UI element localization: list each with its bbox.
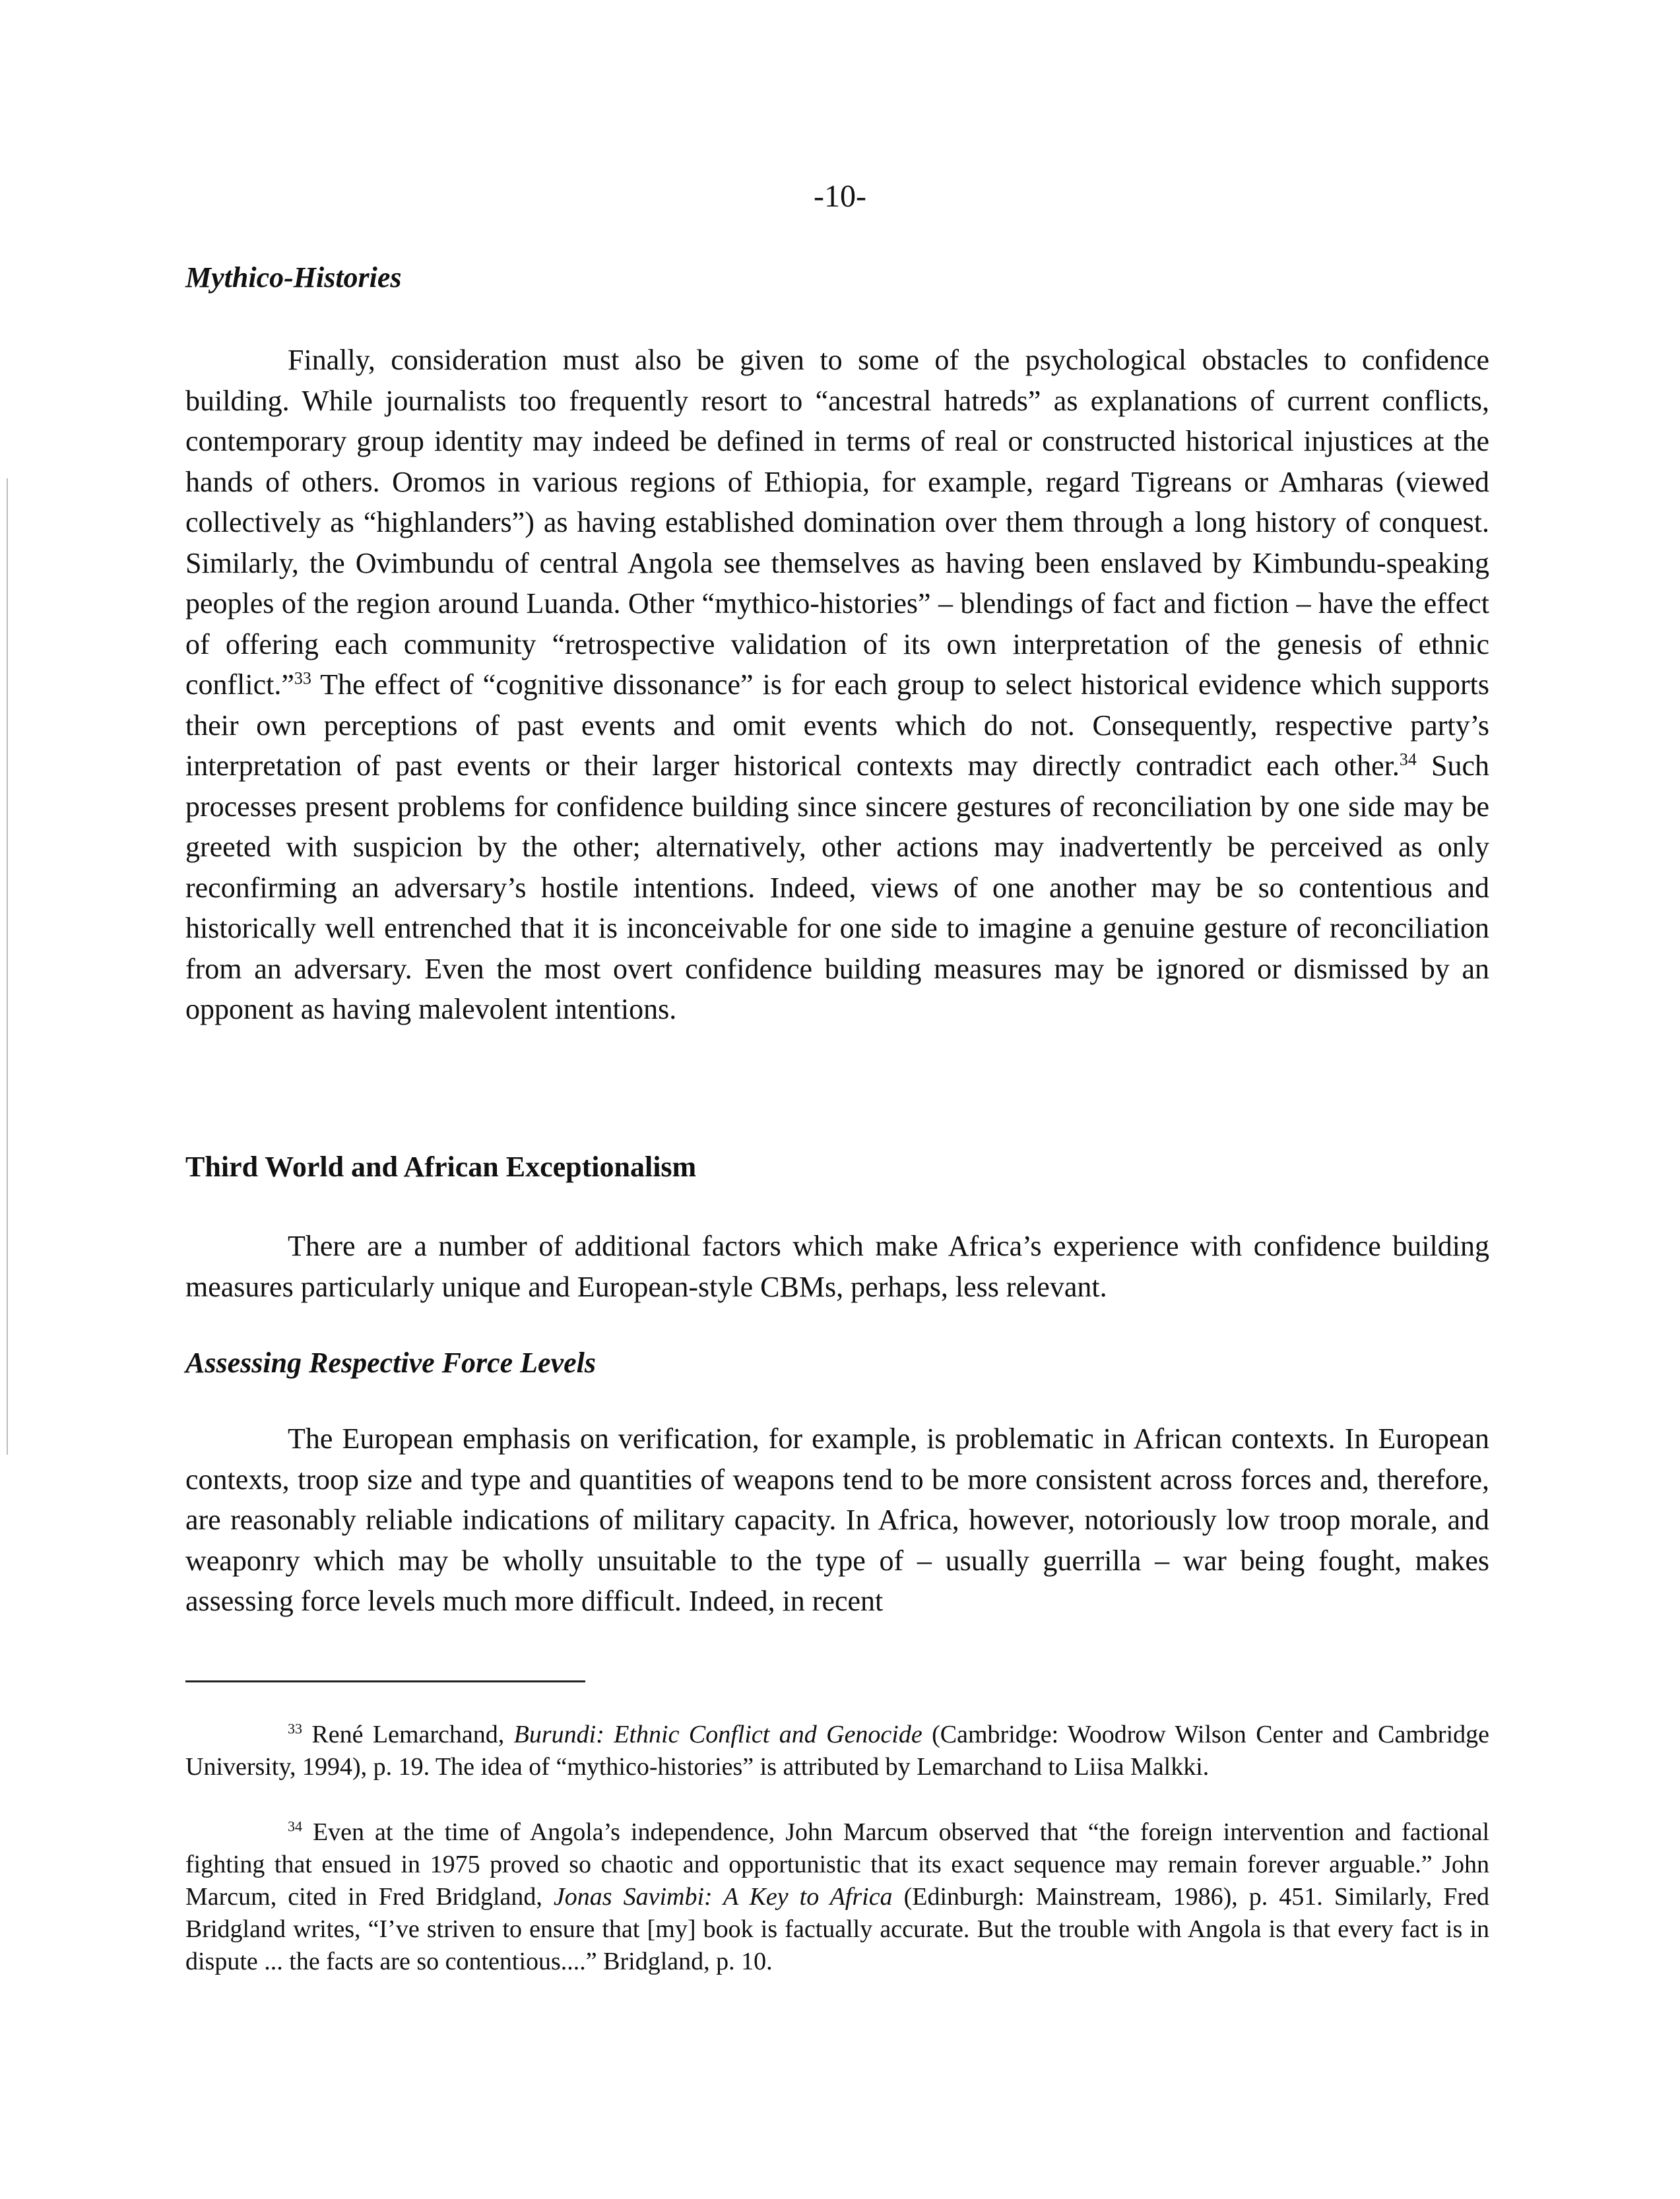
footnote-marker: 33	[288, 1720, 302, 1737]
paragraph-text: Finally, consideration must also be given to some of the psychological obstacles to confidence building. While journalists too frequently resort to “ancestral hatreds” as explanations of current conflicts, contemporary group identity may indeed be defined in terms of real or constructed historical injustices at the hands of others. Oromos in various regions of Ethiopia, for example, regard Tigreans or Amharas (viewed collectively as “highlanders”) as having established domination over them through a long history of conquest. Similarly, the Ovimbundu of central Angola see themselves as having been enslaved by Kimbundu-speaking peoples of the region around Luanda. Other “mythico-histories” – blendings of fact and fiction – have the effect of offering each community “retrospective validation of its own interpretation of the genesis of ethnic conflict.”	[185, 344, 1489, 701]
footnote-divider	[185, 1680, 585, 1682]
body-paragraph-1-container	[185, 340, 1489, 1030]
section-heading: Third World and African Exceptionalism	[185, 1151, 697, 1183]
paragraph-text: Such processes present problems for confidence building since sincere gestures of reconciliation by one side may be greeted with suspicion by the other; alternatively, other actions may inadvertently be perceived as only reconfirming an adversary’s hostile intentions. Indeed, views of one another may be so contentious and historically well entrenched that it is inconceivable for one side to imagine a genuine gesture of reconciliation from an adversary. Even the most overt confidence building measures may be ignored or dismissed by an opponent as having malevolent intentions.	[185, 749, 1490, 1025]
footnote-ref-34[interactable]: 34	[1399, 749, 1417, 769]
scan-edge-mark	[7, 478, 8, 1455]
footnote-text: Even at the time of Angola’s independence, John Marcum observed that “the foreign intervention and factional fighting that ensued in 1975 proved so chaotic and opportunistic that its exact sequence may remain forever arguable.” John Marcum, cited in Fred Bridgland,	[185, 1818, 1489, 1911]
page-number: -10-	[814, 179, 866, 214]
body-paragraph-2-container	[185, 1226, 1489, 1307]
footnote-34	[185, 1816, 1489, 1978]
footnote-text: (Edinburgh: Mainstream, 1986), p. 451. Similarly, Fred Bridgland writes, “I’ve striven to ensure that [my] book is factually accurate. But the trouble with Angola is that every fact is in dispute ... the facts are so contentious....” Bridgland, p. 10.	[185, 1883, 1489, 1975]
body-paragraph: There are a number of additional factors which make Africa’s experience with confidence building measures particularly unique and European-style CBMs, perhaps, less relevant.	[185, 1230, 1489, 1303]
body-paragraph: The European emphasis on verification, for example, is problematic in African contexts. In European contexts, troop size and type and quantities of weapons tend to be more consistent across forces and, therefore, are reasonably reliable indications of military capacity. In Africa, however, notoriously low troop morale, and weaponry which may be wholly unsuitable to the type of – usually guerrilla – war being fought, makes assessing force levels much more difficult. Indeed, in recent	[185, 1422, 1489, 1617]
footnote-title: Burundi: Ethnic Conflict and Genocide	[513, 1721, 922, 1748]
section-third-world	[185, 1150, 1489, 1184]
body-paragraph-3-container	[185, 1418, 1489, 1622]
footnote-text: (Cambridge: Woodrow Wilson Center and Cambridge University, 1994), p. 19. The idea of “mythico-histories” is attributed by Lemarchand to Liisa Malkki.	[185, 1721, 1490, 1781]
body-paragraph	[185, 340, 1489, 1030]
footnote-ref-33[interactable]: 33	[294, 668, 311, 688]
section-force-levels	[185, 1346, 1489, 1380]
footnote-title: Jonas Savimbi: A Key to Africa	[553, 1883, 893, 1911]
footnote-marker: 34	[288, 1818, 302, 1835]
footnote-34-container	[185, 1816, 1489, 1978]
footnote-33-container	[185, 1719, 1489, 1783]
footnote-text: René Lemarchand,	[302, 1721, 514, 1748]
section-heading: Assessing Respective Force Levels	[185, 1347, 596, 1379]
section-mythico-histories	[185, 261, 1489, 294]
footnote-33	[185, 1719, 1489, 1783]
paragraph-text: The effect of “cognitive dissonance” is for each group to select historical evidence which supports their own perceptions of past events and omit events which do not. Consequently, respective party’s interpretation of past events or their larger historical contexts may directly contradict each other.	[185, 668, 1489, 782]
section-heading: Mythico-Histories	[185, 261, 402, 294]
